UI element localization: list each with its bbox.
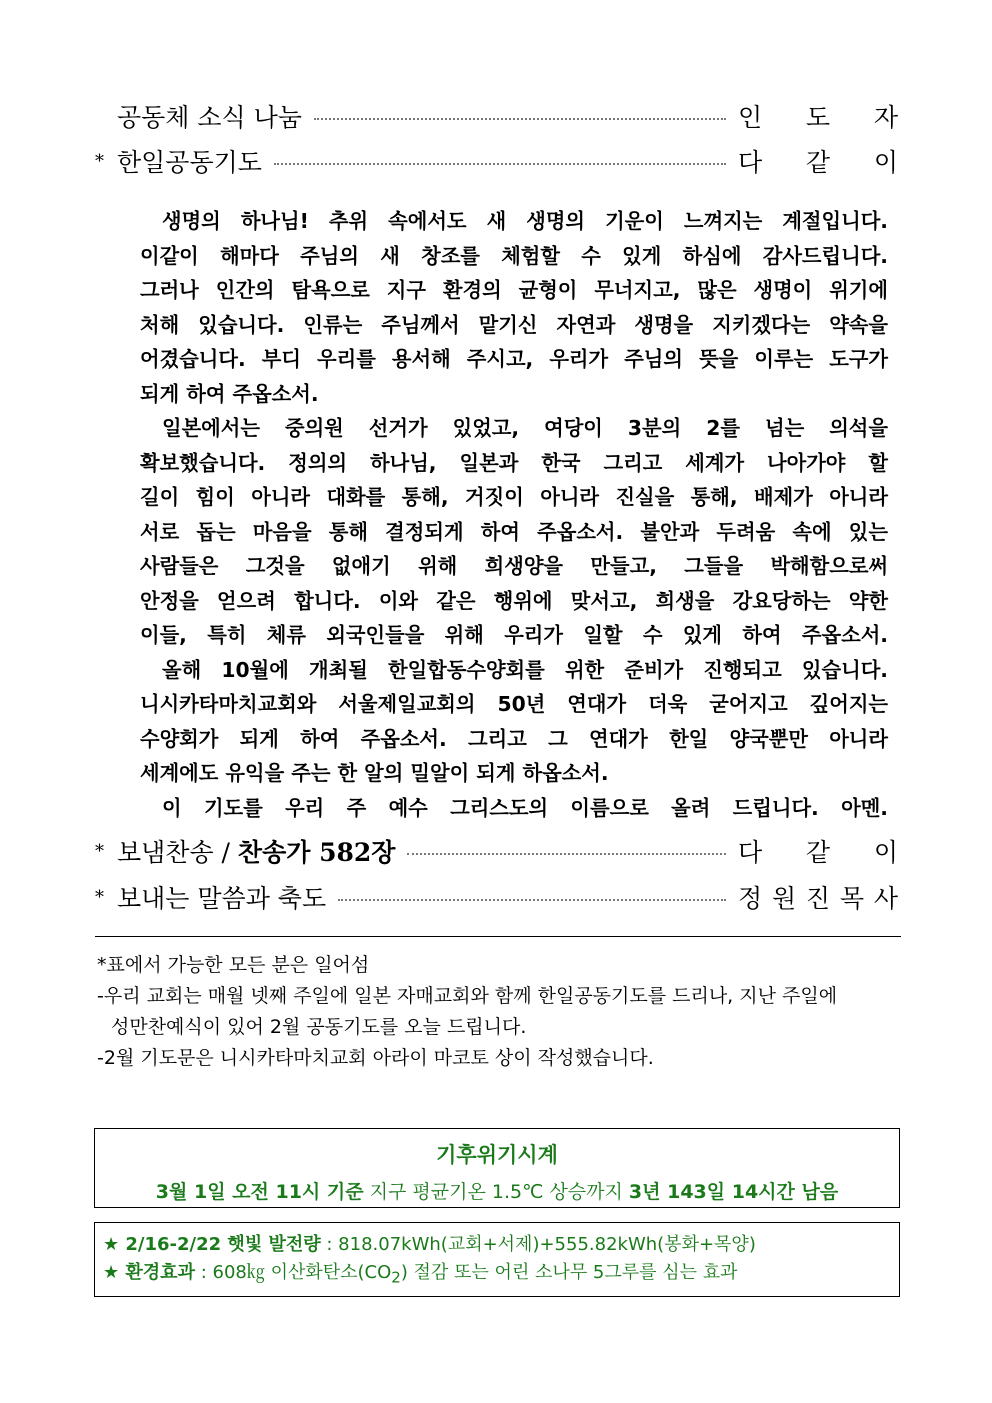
prayer-line: 사람들은 그것을 없애기 위해 희생양을 만들고, 그들을 박해함으로써 bbox=[140, 554, 888, 578]
prayer-line: 이 기도를 우리 주 예수 그리스도의 이름으로 올려 드립니다. 아멘. bbox=[162, 795, 888, 820]
prayer-line: 이들, 특히 체류 외국인들을 위해 우리가 일할 수 있게 하여 주옵소서. bbox=[140, 623, 888, 647]
climate-clock-remaining: 3년 143일 14시간 남음 bbox=[628, 1181, 839, 1203]
solar-generation-value: : 818.07kWh(교회+서제)+555.82kWh(봉화+목양) bbox=[326, 1234, 756, 1255]
climate-clock-box bbox=[94, 1128, 900, 1208]
standing-mark: * bbox=[95, 150, 104, 172]
solar-generation-label: ★ 2/16-2/22 햇빛 발전량 bbox=[103, 1234, 321, 1255]
order-leader: 정 원 진 목 사 bbox=[738, 884, 898, 913]
prayer-line: 일본에서는 중의원 선거가 있었고, 여당이 3분의 2를 넘는 의석을 bbox=[162, 416, 888, 440]
hymn-number: 찬송가 582장 bbox=[237, 838, 396, 867]
order-title: 한일공동기도 bbox=[117, 148, 262, 177]
solar-effect-label: ★ 환경효과 bbox=[103, 1262, 195, 1283]
prayer-line: 확보했습니다. 정의의 하나님, 일본과 한국 그리고 세계가 나아가야 할 bbox=[140, 450, 888, 475]
solar-line-effect bbox=[103, 1259, 899, 1292]
climate-clock-basis: 3월 1일 오전 11시 기준 bbox=[155, 1181, 364, 1203]
order-row-community-news bbox=[95, 96, 898, 136]
prayer-line: 어겼습니다. 부디 우리를 용서해 주시고, 우리가 주님의 뜻을 이루는 도구가 bbox=[140, 347, 888, 371]
order-row-joint-prayer bbox=[95, 141, 898, 181]
order-title: 보내는 말씀과 축도 bbox=[117, 884, 327, 913]
order-leader: 인 도 자 bbox=[738, 103, 898, 132]
prayer-line: 길이 힘이 아니라 대화를 통해, 거짓이 아니라 진실을 통해, 배제가 아니라 bbox=[140, 485, 888, 509]
solar-power-box bbox=[94, 1222, 900, 1297]
standing-mark: * bbox=[95, 886, 104, 908]
prayer-line: 되게 하여 주옵소서. bbox=[140, 381, 319, 406]
prayer-line: 세계에도 유익을 주는 한 알의 밀알이 되게 하옵소서. bbox=[140, 761, 609, 785]
order-leader: 다 같 이 bbox=[738, 148, 898, 177]
prayer-line: 서로 돕는 마음을 통해 결정되게 하여 주옵소서. 불안과 두려움 속에 있는 bbox=[140, 519, 888, 544]
leader-dots bbox=[274, 163, 726, 165]
order-leader: 다 같 이 bbox=[738, 838, 898, 867]
prayer-line: 이같이 해마다 주님의 새 창조를 체험할 수 있게 하심에 감사드립니다. bbox=[140, 243, 888, 268]
note-line: *표에서 가능한 모든 분은 일어섬 bbox=[97, 954, 370, 976]
climate-clock-text: 지구 평균기온 1.5℃ 상승까지 bbox=[369, 1181, 623, 1203]
prayer-text bbox=[140, 204, 888, 825]
note-line: -우리 교회는 매월 넷째 주일에 일본 자매교회와 함께 한일공동기도를 드리나, 지난 주일에 bbox=[97, 985, 838, 1007]
climate-clock-line bbox=[95, 1177, 899, 1204]
leader-dots bbox=[314, 118, 726, 120]
solar-effect-value: : 608㎏ 이산화탄소$(CO_2)$ 절감 또는 어린 소나무 5그루를 심는 효과 bbox=[200, 1262, 738, 1287]
prayer-line: 생명의 하나님! 추위 속에서도 새 생명의 기운이 느껴지는 계절입니다. bbox=[162, 209, 888, 233]
leader-dots bbox=[338, 899, 726, 901]
prayer-line: 올해 10월에 개최될 한일합동수양회를 위한 준비가 진행되고 있습니다. bbox=[162, 657, 888, 682]
divider bbox=[95, 936, 901, 937]
note-line: 성만찬예식이 있어 2월 공동기도를 오늘 드립니다. bbox=[111, 1016, 527, 1038]
order-row-benediction bbox=[95, 877, 898, 917]
prayer-line: 그러나 인간의 탐욕으로 지구 환경의 균형이 무너지고, 많은 생명이 위기에 bbox=[140, 278, 888, 302]
leader-dots bbox=[407, 853, 726, 855]
standing-mark: * bbox=[95, 840, 104, 862]
order-row-sending-hymn bbox=[95, 831, 898, 871]
climate-clock-title: 기후위기시계 bbox=[436, 1143, 558, 1167]
prayer-line: 안정을 얻으려 합니다. 이와 같은 행위에 맞서고, 희생을 강요당하는 약한 bbox=[140, 588, 888, 613]
prayer-line: 니시카타마치교회와 서울제일교회의 50년 연대가 더욱 굳어지고 깊어지는 bbox=[140, 692, 888, 716]
order-title: 공동체 소식 나눔 bbox=[117, 103, 302, 132]
solar-line-generation bbox=[103, 1231, 899, 1259]
prayer-line: 수양회가 되게 하여 주옵소서. 그리고 그 연대가 한일 양국뿐만 아니라 bbox=[140, 726, 888, 751]
notes bbox=[97, 950, 907, 1074]
note-line: -2월 기도문은 니시카타마치교회 아라이 마코토 상이 작성했습니다. bbox=[97, 1047, 654, 1069]
prayer-line: 처해 있습니다. 인류는 주님께서 맡기신 자연과 생명을 지키겠다는 약속을 bbox=[140, 312, 888, 337]
order-title: 보냄찬송 / 찬송가 582장 bbox=[117, 838, 396, 867]
